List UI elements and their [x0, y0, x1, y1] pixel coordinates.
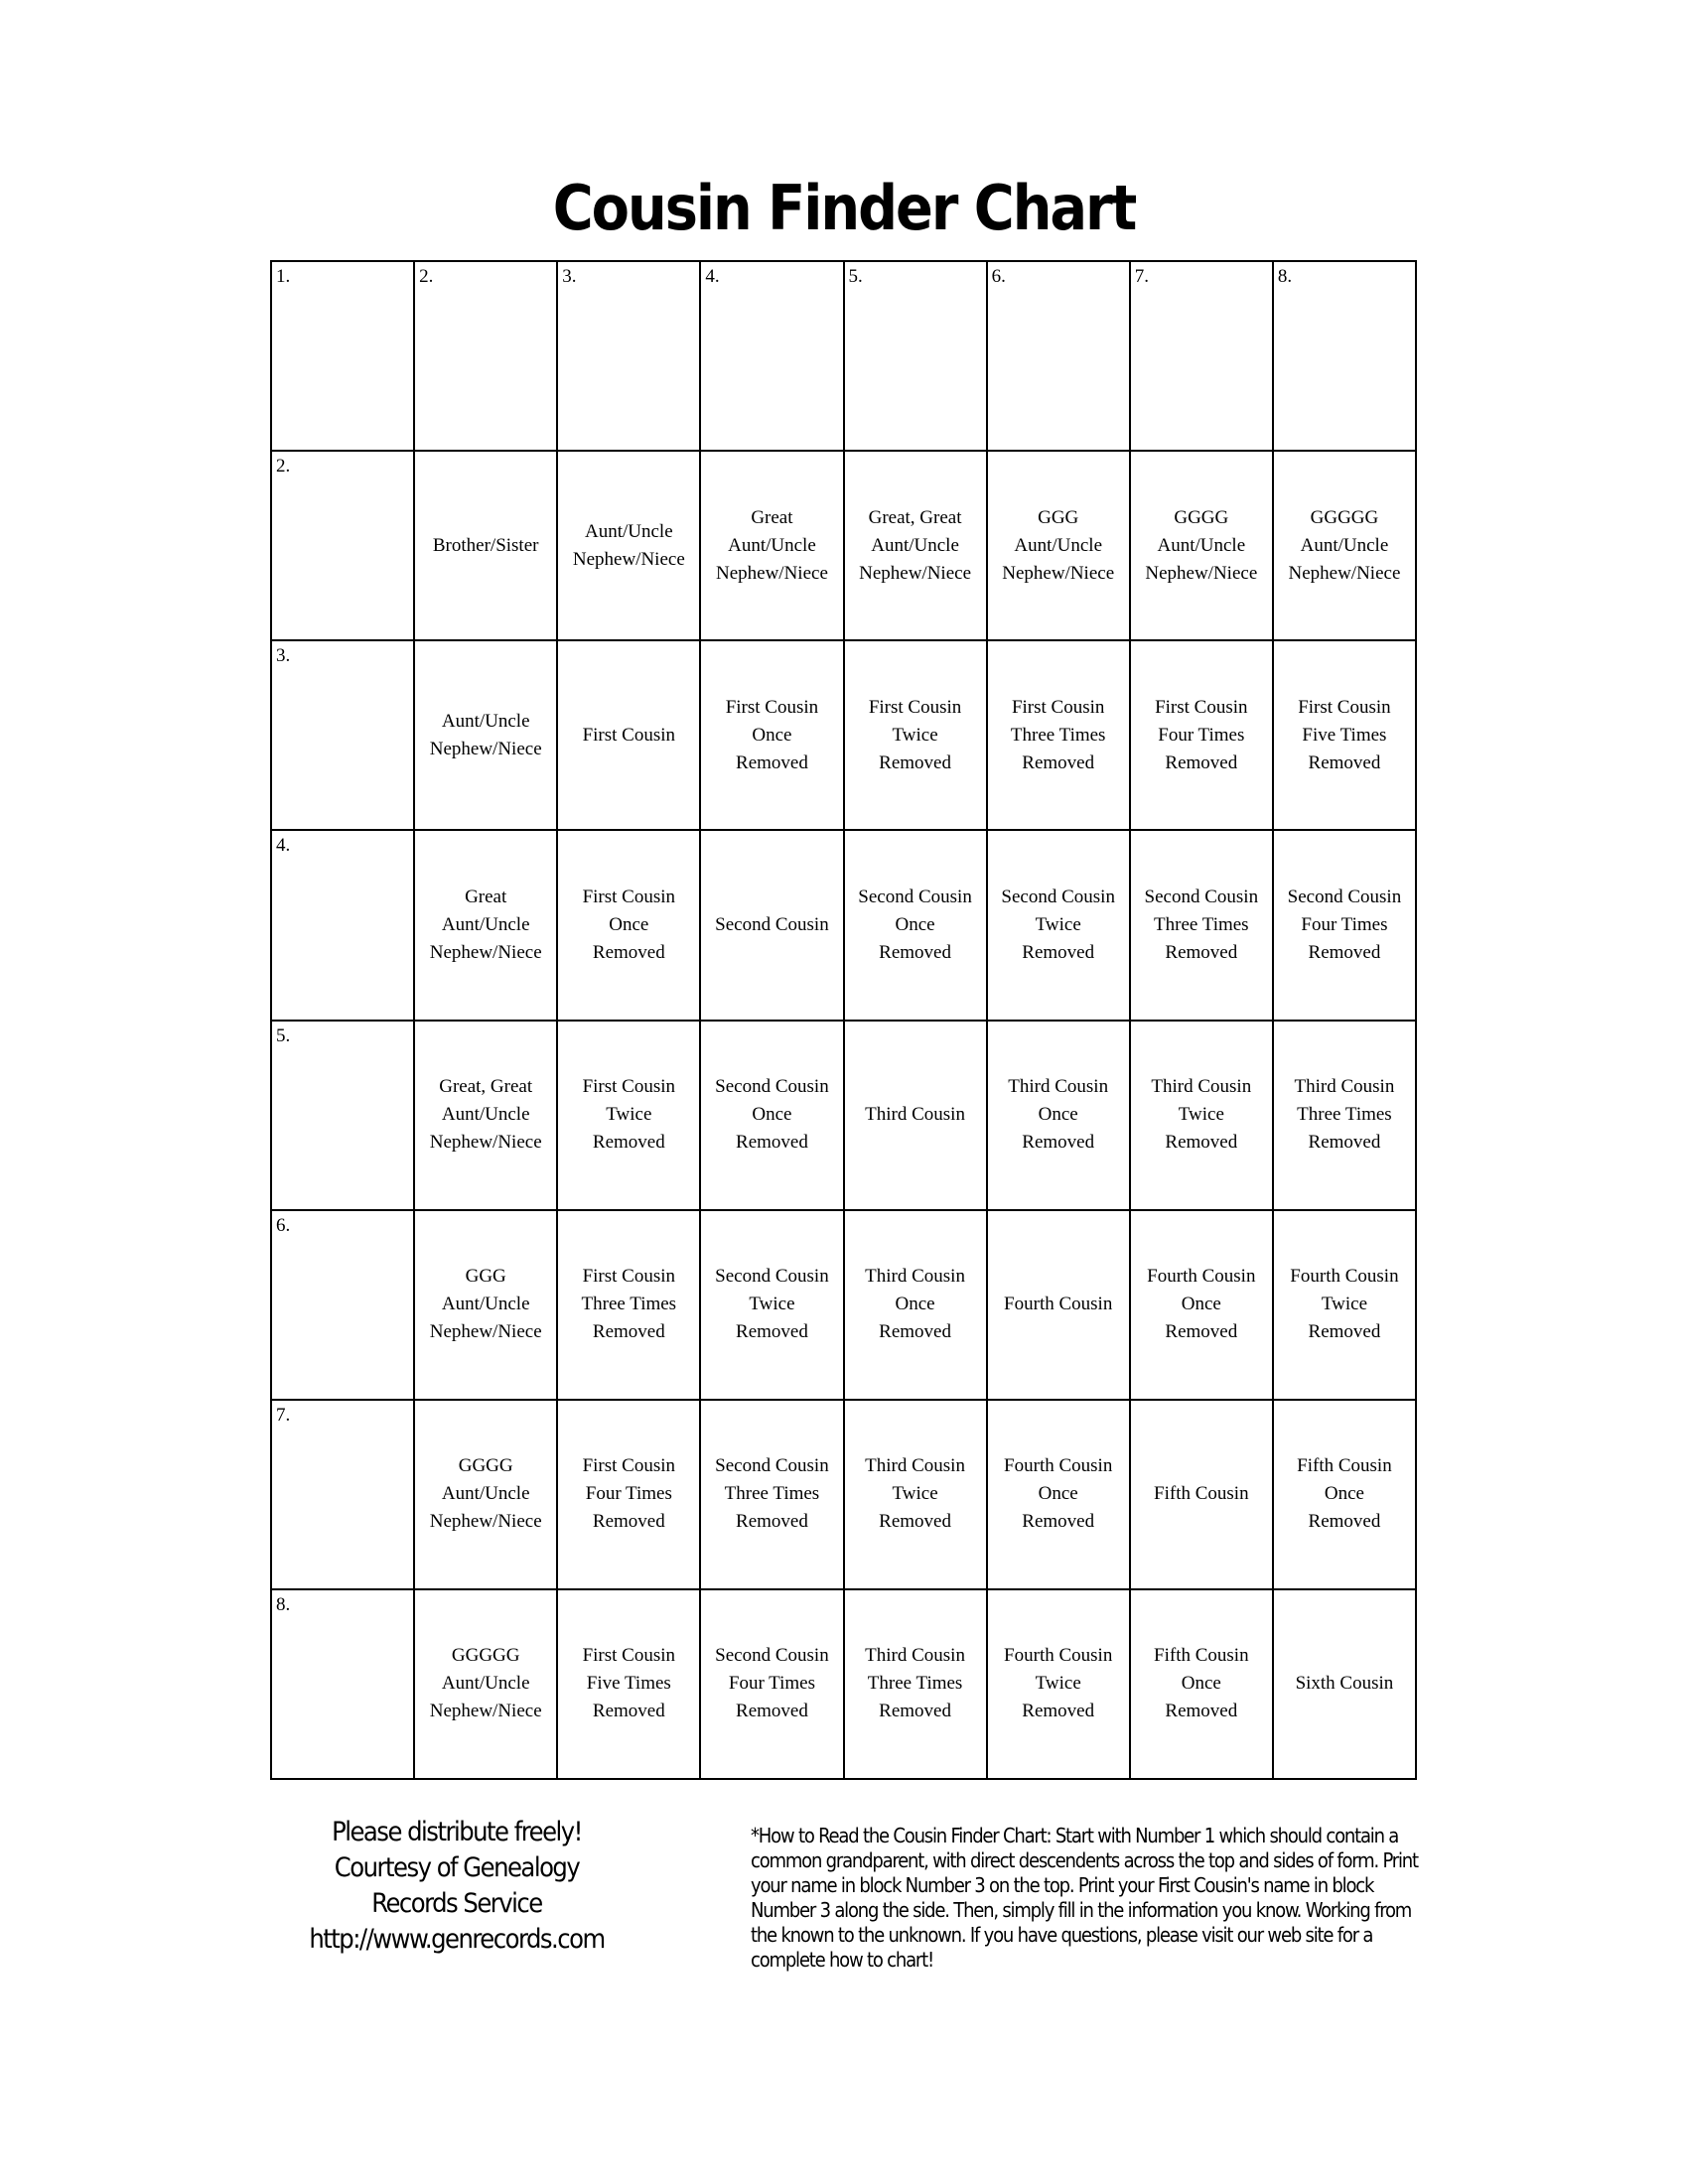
relationship-line: Third Cousin	[1008, 1076, 1109, 1098]
relationship-label	[558, 1642, 699, 1725]
relationship-label	[701, 694, 842, 777]
relationship-line: Nephew/Niece	[429, 738, 542, 759]
relationship-line: Nephew/Niece	[429, 1701, 542, 1722]
relationship-cell	[987, 1021, 1130, 1210]
relationship-line: Removed	[1022, 751, 1095, 773]
relationship-label	[558, 722, 699, 750]
relationship-line: Removed	[879, 1701, 951, 1722]
relationship-cell	[987, 640, 1130, 830]
relationship-line: Nephew/Niece	[429, 1511, 542, 1533]
relationship-label	[1274, 504, 1415, 588]
page-title: Cousin Finder Chart	[552, 172, 1136, 244]
relationship-line: Nephew/Niece	[429, 1132, 542, 1154]
relationship-line: First Cousin	[582, 886, 676, 907]
row-number-cell	[271, 640, 414, 830]
relationship-line: Fourth Cousin	[1004, 1294, 1113, 1315]
header-cell-2	[414, 261, 557, 451]
relationship-label	[845, 1101, 986, 1129]
relationship-label	[415, 1263, 556, 1346]
relationship-label	[415, 884, 556, 967]
relationship-line: Removed	[736, 1132, 808, 1154]
relationship-label	[988, 1073, 1129, 1157]
relationship-line: Twice	[1321, 1294, 1368, 1315]
chart-row	[271, 640, 1416, 830]
relationship-line: Once	[1324, 1483, 1364, 1505]
relationship-cell	[1273, 1210, 1416, 1400]
relationship-cell	[1130, 451, 1273, 640]
website-link[interactable]: http://www.genrecords.com	[309, 1924, 605, 1955]
cell-number: 7.	[1134, 266, 1149, 287]
chart-row	[271, 1400, 1416, 1589]
relationship-line: First Cousin	[582, 1076, 676, 1098]
relationship-label	[1131, 1480, 1272, 1508]
relationship-line: Aunt/Uncle	[441, 1483, 530, 1505]
cell-number: 7.	[276, 1404, 291, 1426]
cell-number: 6.	[276, 1214, 291, 1236]
relationship-cell	[557, 1021, 700, 1210]
relationship-cell	[844, 830, 987, 1020]
courtesy-line-1: Courtesy of Genealogy	[334, 1852, 580, 1883]
cell-number: 2.	[276, 456, 291, 478]
relationship-line: Five Times	[586, 1673, 671, 1695]
relationship-label	[1274, 1452, 1415, 1536]
relationship-cell	[1130, 1589, 1273, 1779]
relationship-cell	[987, 1400, 1130, 1589]
relationship-line: Third Cousin	[865, 1455, 965, 1477]
relationship-label	[701, 1263, 842, 1346]
relationship-line: Once	[752, 1104, 792, 1126]
relationship-line: Aunt/Uncle	[584, 520, 673, 542]
chart-row	[271, 1589, 1416, 1779]
relationship-line: Second Cousin	[715, 1645, 829, 1667]
relationship-line: Fourth Cousin	[1290, 1266, 1399, 1288]
header-cell-5	[844, 261, 987, 451]
relationship-cell	[700, 451, 843, 640]
relationship-line: Removed	[879, 1511, 951, 1533]
relationship-line: Removed	[1022, 1132, 1095, 1154]
relationship-line: Once	[1181, 1673, 1221, 1695]
relationship-label	[988, 1452, 1129, 1536]
relationship-label	[1274, 1670, 1415, 1698]
relationship-label	[1131, 694, 1272, 777]
relationship-cell	[557, 1210, 700, 1400]
header-cell-3	[557, 261, 700, 451]
relationship-label	[558, 884, 699, 967]
row-number-cell	[271, 1400, 414, 1589]
relationship-line: Removed	[592, 1701, 665, 1722]
relationship-label	[988, 694, 1129, 777]
relationship-cell	[1130, 640, 1273, 830]
relationship-cell	[700, 830, 843, 1020]
relationship-cell	[414, 451, 557, 640]
relationship-label	[1274, 1263, 1415, 1346]
cell-number: 3.	[562, 266, 577, 287]
relationship-label	[845, 1263, 986, 1346]
relationship-cell	[700, 1210, 843, 1400]
relationship-line: First Cousin	[868, 696, 962, 718]
relationship-line: Second Cousin	[715, 913, 829, 935]
relationship-cell	[987, 830, 1130, 1020]
relationship-line: Twice	[1035, 1673, 1081, 1695]
relationship-line: Removed	[736, 1701, 808, 1722]
relationship-line: Removed	[1308, 751, 1381, 773]
relationship-cell	[557, 1589, 700, 1779]
relationship-line: Aunt/Uncle	[441, 913, 530, 935]
relationship-line: Twice	[1178, 1104, 1224, 1126]
relationship-line: Three Times	[1297, 1104, 1392, 1126]
relationship-cell	[1273, 830, 1416, 1020]
relationship-line: Twice	[892, 1483, 938, 1505]
relationship-line: GGG	[1038, 506, 1079, 528]
relationship-line: Nephew/Niece	[429, 1321, 542, 1343]
header-row	[271, 261, 1416, 451]
relationship-cell	[987, 1210, 1130, 1400]
relationship-line: Once	[609, 913, 649, 935]
row-number-cell	[271, 1589, 414, 1779]
relationship-cell	[1273, 640, 1416, 830]
relationship-line: Fourth Cousin	[1004, 1645, 1113, 1667]
header-cell-8	[1273, 261, 1416, 451]
relationship-line: Fifth Cousin	[1154, 1483, 1249, 1505]
relationship-line: Removed	[1308, 1511, 1381, 1533]
relationship-cell	[1130, 1400, 1273, 1589]
cousin-chart-table	[270, 260, 1417, 1780]
relationship-label	[558, 1263, 699, 1346]
relationship-line: Removed	[879, 941, 951, 963]
relationship-line: First Cousin	[725, 696, 819, 718]
relationship-label	[1131, 1073, 1272, 1157]
relationship-line: Great, Great	[439, 1076, 533, 1098]
relationship-line: Twice	[606, 1104, 652, 1126]
relationship-line: First Cousin	[582, 1266, 676, 1288]
relationship-line: Brother/Sister	[432, 534, 539, 556]
relationship-cell	[700, 1021, 843, 1210]
relationship-label	[701, 1642, 842, 1725]
relationship-line: Nephew/Niece	[1145, 562, 1258, 584]
relationship-line: First Cousin	[582, 1645, 676, 1667]
chart-row	[271, 830, 1416, 1020]
relationship-line: Removed	[1165, 1132, 1238, 1154]
relationship-line: First Cousin	[1155, 696, 1248, 718]
relationship-line: Aunt/Uncle	[1157, 534, 1246, 556]
relationship-cell	[844, 640, 987, 830]
courtesy-line-2: Records Service	[371, 1888, 542, 1919]
header-cell-4	[700, 261, 843, 451]
cell-number: 6.	[991, 266, 1006, 287]
relationship-label	[1274, 1073, 1415, 1157]
relationship-line: Three Times	[867, 1673, 963, 1695]
relationship-line: Once	[895, 1294, 935, 1315]
instructions-text: *How to Read the Cousin Finder Chart: Start with Number 1 which should contain a common grandparent, with direct descendents across the top and sides of form. Print your name in block Number 3 on the top. Print your First Cousin's name in block Number 3 along the side. Then, simply fill in the information you know. Working from the known to the unknown. If you have questions, please visit our web site for a complete how to chart!	[751, 1824, 1418, 1972]
relationship-line: Third Cousin	[865, 1104, 965, 1126]
relationship-line: Aunt/Uncle	[441, 1104, 530, 1126]
relationship-line: Twice	[749, 1294, 795, 1315]
relationship-line: Removed	[1308, 1132, 1381, 1154]
relationship-line: Fourth Cousin	[1147, 1266, 1256, 1288]
relationship-label	[415, 1073, 556, 1157]
relationship-line: Removed	[736, 1511, 808, 1533]
relationship-cell	[987, 451, 1130, 640]
header-cell-6	[987, 261, 1130, 451]
relationship-cell	[557, 830, 700, 1020]
relationship-cell	[844, 1021, 987, 1210]
relationship-label	[701, 911, 842, 939]
relationship-label	[415, 708, 556, 763]
relationship-cell	[987, 1589, 1130, 1779]
relationship-cell	[1273, 1400, 1416, 1589]
relationship-line: Removed	[592, 941, 665, 963]
relationship-line: Four Times	[728, 1673, 815, 1695]
relationship-line: Three Times	[581, 1294, 677, 1315]
relationship-label	[558, 1073, 699, 1157]
cell-number: 2.	[419, 266, 434, 287]
relationship-cell	[1130, 1021, 1273, 1210]
relationship-line: Fourth Cousin	[1004, 1455, 1113, 1477]
cell-number: 8.	[276, 1593, 291, 1615]
relationship-line: Removed	[1165, 1321, 1238, 1343]
relationship-cell	[1130, 830, 1273, 1020]
relationship-label	[845, 884, 986, 967]
relationship-label	[558, 1452, 699, 1536]
relationship-label	[988, 1291, 1129, 1318]
chart-row	[271, 1210, 1416, 1400]
relationship-label	[701, 504, 842, 588]
relationship-line: Second Cousin	[858, 886, 972, 907]
relationship-label	[558, 518, 699, 574]
relationship-line: Second Cousin	[1001, 886, 1115, 907]
relationship-label	[988, 1642, 1129, 1725]
row-number-cell	[271, 451, 414, 640]
relationship-cell	[414, 1400, 557, 1589]
relationship-label	[1131, 1642, 1272, 1725]
relationship-line: Removed	[736, 751, 808, 773]
relationship-label	[988, 884, 1129, 967]
relationship-line: Aunt/Uncle	[871, 534, 959, 556]
relationship-line: Removed	[1022, 1701, 1095, 1722]
relationship-line: Nephew/Niece	[429, 941, 542, 963]
relationship-label	[1131, 504, 1272, 588]
relationship-line: Great	[465, 886, 507, 907]
relationship-line: First Cousin	[1298, 696, 1391, 718]
relationship-label	[701, 1452, 842, 1536]
relationship-line: Great	[751, 506, 793, 528]
relationship-cell	[1130, 1210, 1273, 1400]
relationship-cell	[844, 1400, 987, 1589]
relationship-line: Removed	[1308, 941, 1381, 963]
relationship-line: Removed	[592, 1321, 665, 1343]
relationship-label	[845, 1452, 986, 1536]
cell-number: 8.	[1277, 266, 1293, 287]
relationship-cell	[414, 640, 557, 830]
relationship-line: Third Cousin	[865, 1645, 965, 1667]
relationship-line: Once	[752, 724, 792, 746]
relationship-line: Removed	[1022, 1511, 1095, 1533]
relationship-line: Second Cousin	[715, 1266, 829, 1288]
relationship-line: GGGGG	[451, 1645, 520, 1667]
relationship-line: Second Cousin	[1287, 886, 1402, 907]
row-number-cell	[271, 830, 414, 1020]
relationship-line: Twice	[892, 724, 938, 746]
relationship-line: Aunt/Uncle	[1014, 534, 1103, 556]
row-number-cell	[271, 1021, 414, 1210]
relationship-line: Third Cousin	[865, 1266, 965, 1288]
relationship-line: Four Times	[1301, 913, 1388, 935]
relationship-cell	[1273, 1589, 1416, 1779]
chart-row	[271, 451, 1416, 640]
chart-body	[271, 261, 1416, 1779]
relationship-line: Nephew/Niece	[1288, 562, 1401, 584]
relationship-label	[988, 504, 1129, 588]
relationship-cell	[414, 830, 557, 1020]
relationship-line: Nephew/Niece	[715, 562, 828, 584]
relationship-line: GGG	[465, 1266, 506, 1288]
relationship-label	[845, 1642, 986, 1725]
relationship-line: Third Cousin	[1294, 1076, 1395, 1098]
relationship-line: Once	[895, 913, 935, 935]
relationship-label	[415, 532, 556, 560]
relationship-line: Second Cousin	[715, 1076, 829, 1098]
relationship-line: GGGG	[458, 1455, 513, 1477]
relationship-line: Once	[1038, 1104, 1078, 1126]
relationship-label	[415, 1452, 556, 1536]
relationship-line: Removed	[1022, 941, 1095, 963]
relationship-cell	[414, 1589, 557, 1779]
relationship-line: Removed	[1165, 941, 1238, 963]
relationship-line: Removed	[592, 1511, 665, 1533]
relationship-line: Three Times	[724, 1483, 820, 1505]
relationship-line: Aunt/Uncle	[1300, 534, 1389, 556]
chart-row	[271, 1021, 1416, 1210]
relationship-cell	[414, 1021, 557, 1210]
cell-number: 4.	[705, 266, 720, 287]
relationship-line: Aunt/Uncle	[441, 1294, 530, 1315]
relationship-line: Sixth Cousin	[1295, 1673, 1394, 1695]
relationship-line: Removed	[1165, 751, 1238, 773]
relationship-label	[1274, 884, 1415, 967]
relationship-line: GGGGG	[1310, 506, 1379, 528]
relationship-cell	[844, 451, 987, 640]
relationship-line: Twice	[1035, 913, 1081, 935]
relationship-line: Nephew/Niece	[572, 548, 685, 570]
relationship-cell	[1273, 1021, 1416, 1210]
relationship-line: Four Times	[585, 1483, 672, 1505]
relationship-cell	[557, 451, 700, 640]
relationship-cell	[844, 1589, 987, 1779]
courtesy-block	[268, 1815, 645, 1958]
relationship-cell	[557, 640, 700, 830]
relationship-cell	[700, 640, 843, 830]
cell-number: 5.	[848, 266, 863, 287]
relationship-line: Second Cousin	[715, 1455, 829, 1477]
relationship-cell	[1273, 451, 1416, 640]
relationship-line: Five Times	[1302, 724, 1387, 746]
relationship-line: Once	[1181, 1294, 1221, 1315]
relationship-line: Once	[1038, 1483, 1078, 1505]
relationship-label	[845, 694, 986, 777]
distribute-note: Please distribute freely!	[332, 1817, 582, 1847]
relationship-cell	[700, 1589, 843, 1779]
relationship-line: Third Cousin	[1151, 1076, 1252, 1098]
relationship-label	[845, 504, 986, 588]
relationship-line: Fifth Cousin	[1297, 1455, 1392, 1477]
relationship-line: Aunt/Uncle	[441, 710, 530, 732]
relationship-line: Removed	[1308, 1321, 1381, 1343]
relationship-label	[415, 1642, 556, 1725]
header-cell-1	[271, 261, 414, 451]
relationship-cell	[414, 1210, 557, 1400]
relationship-line: Removed	[592, 1132, 665, 1154]
relationship-line: First Cousin	[582, 1455, 676, 1477]
relationship-line: Second Cousin	[1144, 886, 1259, 907]
relationship-label	[1274, 694, 1415, 777]
relationship-line: Four Times	[1158, 724, 1245, 746]
relationship-line: Fifth Cousin	[1154, 1645, 1249, 1667]
cell-number: 5.	[276, 1024, 291, 1046]
relationship-line: Three Times	[1010, 724, 1106, 746]
relationship-cell	[844, 1210, 987, 1400]
relationship-line: Removed	[879, 1321, 951, 1343]
relationship-cell	[557, 1400, 700, 1589]
relationship-line: GGGG	[1174, 506, 1229, 528]
relationship-cell	[700, 1400, 843, 1589]
relationship-line: Removed	[1165, 1701, 1238, 1722]
row-number-cell	[271, 1210, 414, 1400]
relationship-line: Aunt/Uncle	[728, 534, 816, 556]
relationship-line: Aunt/Uncle	[441, 1673, 530, 1695]
relationship-label	[1131, 1263, 1272, 1346]
relationship-line: Great, Great	[868, 506, 962, 528]
relationship-label	[701, 1073, 842, 1157]
relationship-line: Nephew/Niece	[1002, 562, 1115, 584]
relationship-label	[1131, 884, 1272, 967]
relationship-line: Three Times	[1154, 913, 1249, 935]
cell-number: 3.	[276, 645, 291, 667]
relationship-line: First Cousin	[1011, 696, 1105, 718]
relationship-line: Nephew/Niece	[859, 562, 971, 584]
header-cell-7	[1130, 261, 1273, 451]
cell-number: 4.	[276, 835, 291, 857]
relationship-line: Removed	[879, 751, 951, 773]
relationship-line: First Cousin	[582, 724, 676, 746]
relationship-line: Removed	[736, 1321, 808, 1343]
cell-number: 1.	[276, 266, 291, 287]
